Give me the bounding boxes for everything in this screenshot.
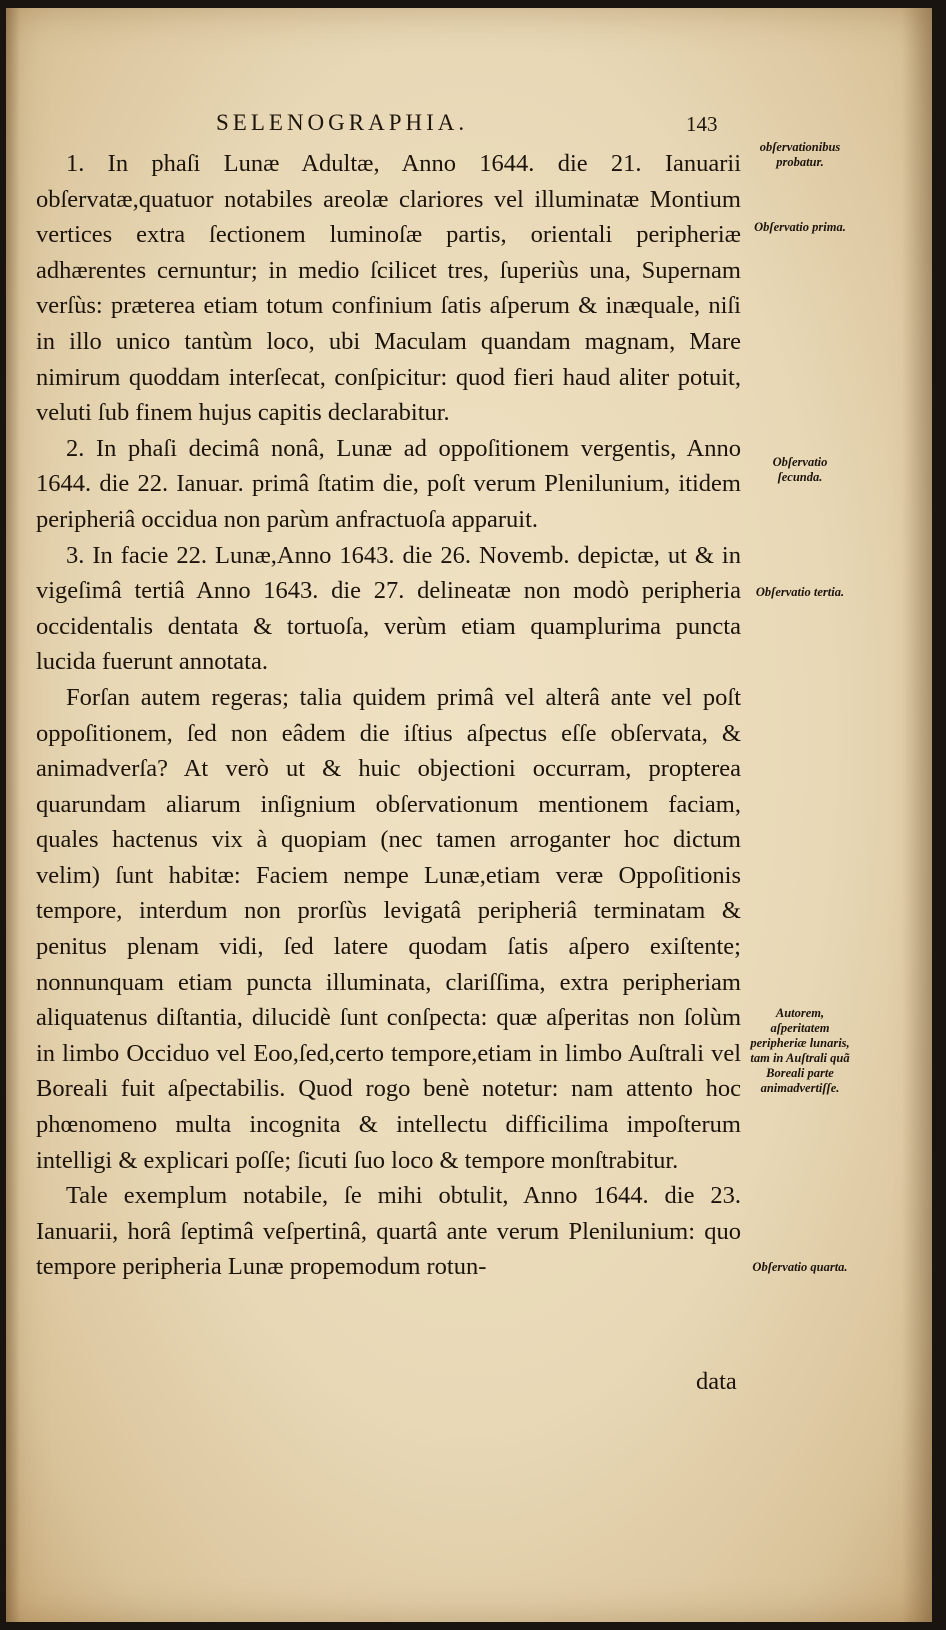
- margin-note-observatio-prima: Obſervatio prima.: [754, 220, 846, 234]
- margin-note-autorem: Autorem, aſperitatem peripheriæ lunaris, tam in Auſtrali quã Boreali parte animadvertiſſe.: [750, 1006, 850, 1095]
- margin-note-probatur: obſervationibus probatur.: [759, 140, 841, 169]
- catchword: data: [696, 1368, 737, 1395]
- main-text: [36, 146, 741, 1285]
- page-edge-shading: [6, 8, 20, 1622]
- paragraph-example: Tale exemplum notabile, ſe mihi obtulit, Anno 1644. die 23. Ianuarii, horâ ſeptimâ veſpertinâ, quartâ ante verum Plenilunium: quo tempore peripheria Lunæ propemodum rotun-: [36, 1182, 741, 1281]
- page-number: 143: [686, 112, 718, 136]
- page-header: [6, 110, 932, 140]
- margin-note-observatio-secunda: Obſervatio ſecunda.: [772, 455, 828, 484]
- running-title: SELENOGRAPHIA.: [216, 110, 469, 135]
- margin-note-observatio-quarta: Obſervatio quarta.: [752, 1260, 848, 1274]
- paragraph-observation-2: 2. In phaſi decimâ nonâ, Lunæ ad oppoſitionem vergentis, Anno 1644. die 22. Ianuar. primâ ſtatim die, poſt verum Plenilunium, itidem peripheriâ occidua non parùm anfractuoſa apparuit.: [36, 434, 741, 533]
- paragraph-observation-1: 1. In phaſi Lunæ Adultæ, Anno 1644. die 21. Ianuarii obſervatæ,quatuor notabiles areolæ clariores vel illuminatæ Montium vertices extra ſectionem luminoſæ partis, orientali peripheriæ adhærentes cernuntur; in medio ſcilicet tres, ſuperiùs una, Supernam verſùs: præterea etiam totum confinium ſatis aſperum & inæquale, niſi in illo unico tantùm loco, ubi Maculam quandam magnam, Mare nimirum quoddam interſecat, conſpicitur: quod fieri haud aliter potuit, veluti ſub finem hujus capitis declarabitur.: [36, 150, 741, 427]
- book-page: [6, 8, 932, 1622]
- paragraph-objection: Forſan autem regeras; talia quidem primâ vel alterâ ante vel poſt oppoſitionem, ſed non eâdem die iſtius aſpectus eſſe obſervata, & animadverſa? At verò ut & huic objectioni occurram, propterea quarundam aliarum inſignium obſervationum mentionem faciam, quales hactenus vix à quopiam (nec tamen arroganter hoc dictum velim) ſunt habitæ: Faciem nempe Lunæ,etiam veræ Oppoſitionis tempore, interdum non prorſùs levigatâ peripheriâ terminatam & penitus plenam vidi, ſed latere quodam ſatis aſpero exiſtente; nonnunquam etiam puncta illuminata, clariſſima, extra peripheriam aliquatenus diſtantia, dilucidè ſunt conſpecta: quæ aſperitas non ſolùm in limbo Occiduo vel Eoo,ſed,certo tempore,etiam in limbo Auſtrali vel Boreali fuit aſpectabilis. Quod rogo benè notetur: nam attento hoc phœnomeno multa incognita & intellectu difficilima impoſterum intelligi & explicari poſſe; ſicuti ſuo loco & tempore monſtrabitur.: [36, 683, 741, 1174]
- spine-shadow: [902, 8, 932, 1622]
- margin-note-observatio-tertia: Obſervatio tertia.: [755, 585, 845, 599]
- paragraph-observation-3: 3. In facie 22. Lunæ,Anno 1643. die 26. Novemb. depictæ, ut & in vigeſimâ tertiâ Anno 1643. die 27. delineatæ non modò peripheria occidentalis dentata & tortuoſa, verùm etiam quamplurima puncta lucida fuerunt annotata.: [36, 541, 741, 676]
